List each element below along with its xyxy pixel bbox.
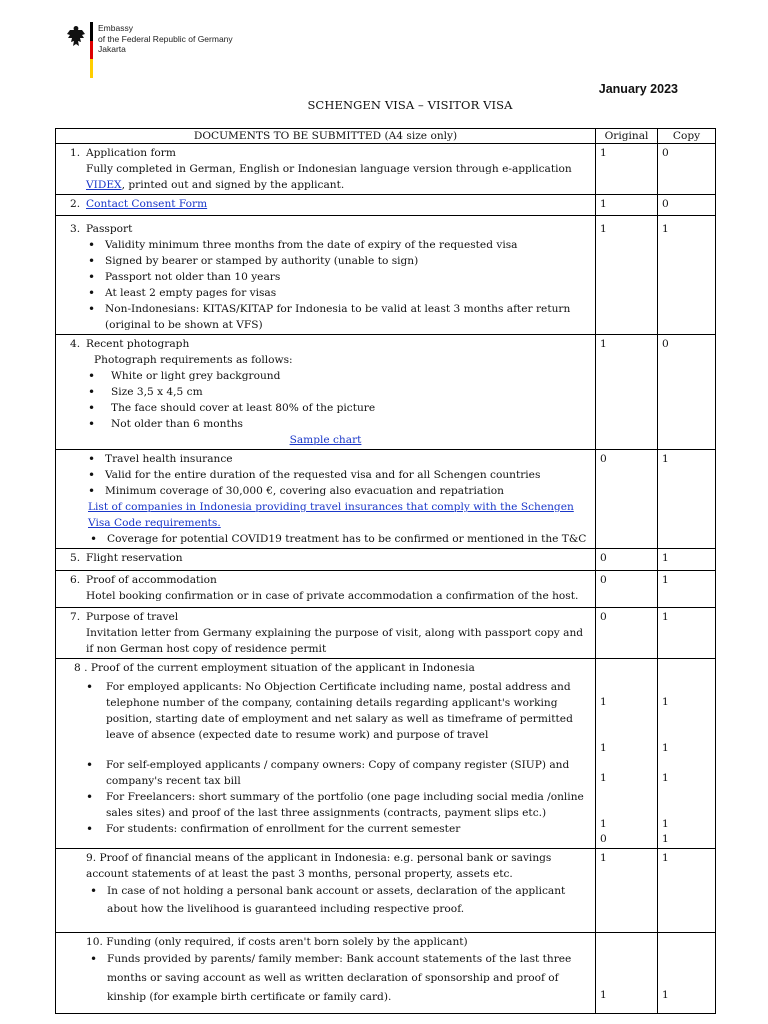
document-title: SCHENGEN VISA – VISITOR VISA	[307, 98, 513, 112]
copy-count: 1	[658, 450, 716, 549]
original-count: 1	[596, 144, 658, 195]
table-row	[56, 933, 716, 1014]
copy-count: 0	[658, 195, 716, 216]
list-item: • Coverage for potential COVID19 treatment has to be confirmed or mentioned in the T&C	[90, 531, 591, 547]
table-row	[56, 571, 716, 608]
list-item: • Funds provided by parents/ family member: Bank account statements of the last three months or saving account as well as written declaration of sponsorship and proof of kinship (for example birth certificate or family card).	[90, 950, 591, 1007]
list-item: • Validity minimum three months from the date of expiry of the requested visa	[88, 237, 591, 253]
list-item: • For employed applicants: No Objection Certificate including name, postal address and telephone number of the company, containing details regarding applicant's working position, starting date of employment and net salary as well as timeframe of permitted leave of absence (expected date to resume work) and purpose of travel	[86, 679, 591, 743]
original-count: 0	[596, 608, 658, 659]
copy-count: 1	[658, 549, 716, 571]
employment-requirements-list	[60, 679, 591, 837]
header-copy: Copy	[658, 129, 716, 144]
copy-count: 0	[658, 144, 716, 195]
table-row	[56, 335, 716, 450]
original-count: 1	[596, 335, 658, 450]
original-count: 1	[596, 216, 658, 335]
requirement-cell: 9. Proof of financial means of the applicant in Indonesia: e.g. personal bank or savings account statements of at least the past 3 months, personal property, assets etc. • In case of not holding a personal bank account or assets, declaration of the applicant about how the livelihood is guaranteed including respective proof.	[56, 849, 596, 933]
flag-gold-stripe	[90, 59, 93, 78]
table-row	[56, 450, 716, 549]
original-count: 0	[596, 450, 658, 549]
requirement-cell: 10. Funding (only required, if costs aren't born solely by the applicant) • Funds provided by parents/ family member: Bank account statements of the last three months or saving account as well as written declaration of sponsorship and proof of kinship (for example birth certificate or family card).	[56, 933, 596, 1014]
table-row	[56, 144, 716, 195]
requirement-cell: 1. Application form Fully completed in German, English or Indonesian language version through e-application VIDEX, printed out and signed by the applicant.	[56, 144, 596, 195]
original-count: 1	[596, 933, 658, 1014]
original-count: 0	[596, 549, 658, 571]
list-item: • Not older than 6 months	[88, 416, 591, 432]
table-row	[56, 849, 716, 933]
copy-count: 1 1 1 1 1	[658, 659, 716, 849]
header-original: Original	[596, 129, 658, 144]
list-item: • For self-employed applicants / company owners: Copy of company register (SIUP) and company's recent tax bill	[86, 757, 591, 789]
list-item: • Passport not older than 10 years	[88, 269, 591, 285]
embassy-logo	[62, 18, 262, 78]
copy-count: 1	[658, 933, 716, 1014]
requirement-cell: 2. Contact Consent Form	[56, 195, 596, 216]
table-row	[56, 216, 716, 335]
eagle-emblem-icon	[66, 24, 86, 50]
list-item: • Minimum coverage of 30,000 €, covering also evacuation and repatriation	[88, 483, 591, 499]
table-row	[56, 608, 716, 659]
copy-count: 1	[658, 849, 716, 933]
list-item: • The face should cover at least 80% of the picture	[88, 400, 591, 416]
requirement-cell: 8 . Proof of the current employment situation of the applicant in Indonesia • For employed applicants: No Objection Certificate including name, postal address and telephone number of the company, containing details regarding applicant's working position, starting date of employment and net salary as well as timeframe of permitted leave of absence (expected date to resume work) and purpose of travel • For self-employed applicants / company owners: Copy of company register (SIUP) and company's recent tax bill • For Freelancers: short summary of the portfolio (one page including social media /online sales sites) and proof of the last three assignments (contracts, payment slips etc.) • For students: confirmation of enrollment for the current semester	[56, 659, 596, 849]
list-item: • For Freelancers: short summary of the portfolio (one page including social media /online sales sites) and proof of the last three assignments (contracts, payment slips etc.)	[86, 789, 591, 821]
list-item: • For students: confirmation of enrollment for the current semester	[86, 821, 591, 837]
list-item: • At least 2 empty pages for visas	[88, 285, 591, 301]
table-header-row	[56, 129, 716, 144]
copy-count: 1	[658, 571, 716, 608]
requirement-cell: 7. Purpose of travel Invitation letter from Germany explaining the purpose of visit, along with passport copy and if non German host copy of residence permit	[56, 608, 596, 659]
requirement-cell: 6. Proof of accommodation Hotel booking confirmation or in case of private accommodation a confirmation of the host.	[56, 571, 596, 608]
requirement-cell: 4. Recent photograph Photograph requirements as follows: • White or light grey background • Size 3,5 x 4,5 cm • The face should cover at least 80% of the picture • Not older than 6 months Sample chart	[56, 335, 596, 450]
list-item: • Size 3,5 x 4,5 cm	[88, 384, 591, 400]
requirement-cell	[56, 450, 596, 549]
list-item: • Travel health insurance	[88, 451, 591, 467]
documents-table	[55, 128, 716, 1014]
header-documents: DOCUMENTS TO BE SUBMITTED (A4 size only)	[56, 129, 596, 144]
sample-chart-link[interactable]: Sample chart	[289, 434, 362, 446]
document-date: January 2023	[598, 82, 678, 96]
table-row	[56, 549, 716, 571]
copy-count: 0	[658, 335, 716, 450]
requirement-cell: 5. Flight reservation	[56, 549, 596, 571]
requirement-cell: 3. Passport • Validity minimum three months from the date of expiry of the requested visa • Signed by bearer or stamped by authority (unable to sign) • Passport not older than 10 years • At least 2 empty pages for visas • Non-Indonesians: KITAS/KITAP for Indonesia to be valid at least 3 months after return (original to be shown at VFS)	[56, 216, 596, 335]
copy-count: 1	[658, 608, 716, 659]
list-item: • Non-Indonesians: KITAS/KITAP for Indonesia to be valid at least 3 months after return (original to be shown at VFS)	[88, 301, 591, 333]
copy-count: 1	[658, 216, 716, 335]
flag-black-stripe	[90, 22, 93, 41]
table-row	[56, 659, 716, 849]
original-count: 1 1 1 1 0	[596, 659, 658, 849]
original-count: 0	[596, 571, 658, 608]
list-item: • Signed by bearer or stamped by authority (unable to sign)	[88, 253, 591, 269]
videx-link[interactable]: VIDEX	[86, 179, 122, 191]
table-row	[56, 195, 716, 216]
flag-red-stripe	[90, 41, 93, 60]
original-count: 1	[596, 849, 658, 933]
embassy-name: Embassy of the Federal Republic of Germany Jakarta	[98, 23, 233, 54]
list-item: • White or light grey background	[88, 368, 591, 384]
insurance-companies-link[interactable]: List of companies in Indonesia providing travel insurances that comply with the Schengen Visa Code requirements.	[88, 501, 574, 529]
list-item: • In case of not holding a personal bank account or assets, declaration of the applicant about how the livelihood is guaranteed including respective proof.	[90, 882, 591, 918]
photo-requirements-list	[60, 368, 591, 432]
insurance-requirements-list	[60, 451, 591, 499]
german-flag-bar	[90, 22, 93, 78]
list-item: • Valid for the entire duration of the requested visa and for all Schengen countries	[88, 467, 591, 483]
contact-consent-form-link[interactable]: Contact Consent Form	[86, 198, 208, 210]
passport-requirements-list	[60, 237, 591, 333]
original-count: 1	[596, 195, 658, 216]
